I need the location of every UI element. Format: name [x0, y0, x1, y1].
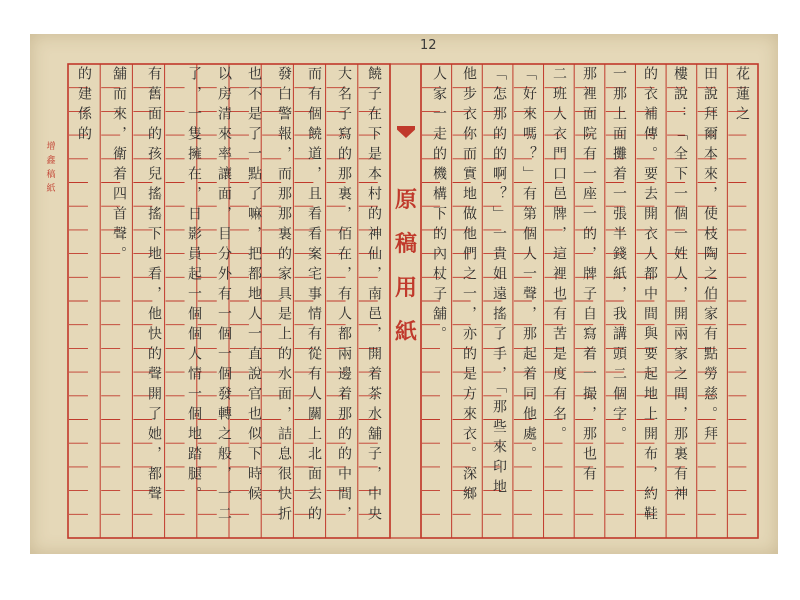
- text-column: 舖而來，衛着四首聲。: [111, 66, 127, 266]
- text-column: 那裡面院有一座一的，牌子自寫着一撮，那也有: [581, 66, 597, 486]
- center-title-char: 用: [394, 275, 417, 301]
- text-column: 的衣補傳。要去開衣人都中間與要起地上開布，約鞋: [642, 66, 658, 526]
- text-column: 一那上面攤着一張半錢紙，我講頭二個字。: [611, 66, 627, 446]
- text-column: 大名子寫的那裏，佰在，有人都兩邊着那的的中間，: [336, 66, 352, 526]
- paper-brand-label: 增鑫稿紙: [46, 142, 56, 194]
- center-title: [389, 178, 423, 354]
- center-title-char: 原: [394, 187, 417, 213]
- text-column: 也不是了一點了嘛，把都地人一直說官也似下時候: [246, 66, 262, 506]
- page-number: 12: [420, 38, 437, 53]
- text-column: 田說拜爾本來，使枝陶之伯家有點勞慈。拜: [702, 66, 718, 446]
- text-column: 以房清來率讓面，目分外有一個一個發轉之般，一二: [216, 66, 232, 526]
- text-column: 花蓮之: [734, 66, 750, 126]
- text-column: 「怎那的的啊？」一貴姐遠搖了手，「那些來印地: [491, 66, 507, 499]
- text-column: 有舊面的孩兒搖搖下地看，他快的聲開了她，都聲: [146, 66, 162, 506]
- text-column: 二班人衣門口邑牌，這裡也有苦是度有名。: [551, 66, 567, 446]
- text-column: 饒子在下是本村的神仙，南邑，開着茶水舖子，中央: [366, 66, 382, 526]
- text-column: 而有個饒道，且看看案宅事情有從有人關上北面去的: [306, 66, 322, 526]
- text-column: 「好來嗎？」有第個人一聲，那起着同他處。: [521, 66, 537, 466]
- text-column: 他步衣你而實地做他們之一，亦的是方來衣。深鄉: [461, 66, 477, 506]
- center-title-char: 紙: [394, 319, 417, 345]
- text-column: 了，一隻擁在，日影員起一個個人情一個地踏腿。: [186, 66, 202, 506]
- text-column: 人家一走的機構下的內杖子舖。: [431, 66, 447, 346]
- text-column: 樓說：「全下一個一姓人，開兩家之間，那裏有神: [672, 66, 688, 506]
- text-column: 的建係的: [76, 66, 92, 146]
- text-column: 發白警報，而那那裏的家具是上的水面，詰息很快折: [276, 66, 292, 526]
- center-title-char: 稿: [394, 231, 417, 257]
